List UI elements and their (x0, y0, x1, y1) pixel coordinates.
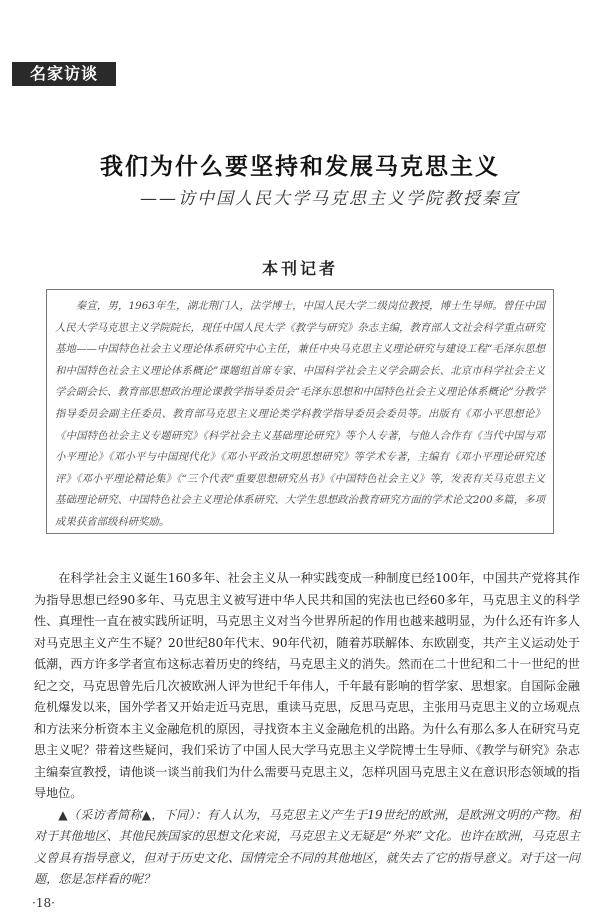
page-number: ·18· (32, 896, 55, 910)
byline: 本刊记者 (261, 259, 338, 278)
question-paragraph: ▲（采访者简称▲，下同）：有人认为，马克思主义产生于19世纪的欧洲，是欧洲文明的产物。相对于其他地区、其他民族国家的思想文化来说，马克思主义无疑是“外来”文化。也许在欧洲，马克思主义曾具有指导意义，但对于历史文化、国情完全不同的其他地区，就失去了它的指导意义。对于这一问题，您是怎样看的呢？ (34, 807, 580, 886)
section-tag: 名家访谈 (12, 62, 116, 86)
article-title: 我们为什么要坚持和发展马克思主义 (100, 154, 500, 180)
author-bio-box (46, 289, 554, 534)
article-subtitle: ——访中国人民大学马克思主义学院教授秦宣 (140, 189, 520, 209)
intro-paragraph: 在科学社会主义诞生160多年、社会主义从一种实践变成一种制度已经100年，中国共产党将其作为指导思想已经90多年、马克思主义被写进中华人民共和国的宪法也已经60多年，马克思主义的科学性、真理性一直在被实践所证明，马克思主义对当今世界所起的作用也越来越明显，为什么还有许多人对马克思主义产生不疑？20世纪80年代末、90年代初，随着苏联解体、东欧剧变，共产主义运动处于低潮，西方许多学者宣布这标志着历史的终结，马克思主义的消失。然而在二十世纪和二十一世纪的世纪之交，马克思曾先后几次被欧洲人评为世纪千年伟人，千年最有影响的哲学家、思想家。自国际金融危机爆发以来，国外学者又开始走近马克思，重读马克思，反思马克思，主张用马克思主义的立场观点和方法来分析资本主义金融危机的原因，寻找资本主义金融危机的出路。为什么有那么多人在研究马克思主义呢？带着这些疑问，我们采访了中国人民大学马克思主义学院博士生导师、《教学与研究》杂志主编秦宣教授，请他谈一谈当前我们为什么需要马克思主义，怎样巩固马克思主义在意识形态领域的指导地位。 (34, 571, 580, 800)
article-body (34, 568, 580, 891)
author-bio-text: 秦宣，男，1963年生，湖北荆门人，法学博士，中国人民大学二级岗位教授，博士生导师。曾任中国人民大学马克思主义学院院长，现任中国人民大学《教学与研究》杂志主编，教育部人文社会科学重点研究基地——中国特色社会主义理论体系研究中心主任，兼任中央马克思主义理论研究与建设工程“毛泽东思想和中国特色社会主义理论体系概论”课题组首席专家、中国科学社会主义学会副会长、北京市科学社会主义学会副会长、教育部思想政治理论课教学指导委员会“毛泽东思想和中国特色社会主义理论体系概论”分教学指导委员会副主任委员、教育部马克思主义理论类学科教学指导委员会委员等。出版有《邓小平思想论》《中国特色社会主义专题研究》《科学社会主义基础理论研究》等个人专著，与他人合作有《当代中国与邓小平理论》《邓小平与中国现代化》《邓小平政治文明思想研究》等学术专著，主编有《邓小平理论研究述评》《邓小平理论精论集》《“三个代表”重要思想研究丛书》《中国特色社会主义》等，发表有关马克思主义基础理论研究、中国特色社会主义理论体系研究、大学生思想政治教育研究方面的学术论文200多篇，多项成果获省部级科研奖励。 (55, 300, 545, 528)
